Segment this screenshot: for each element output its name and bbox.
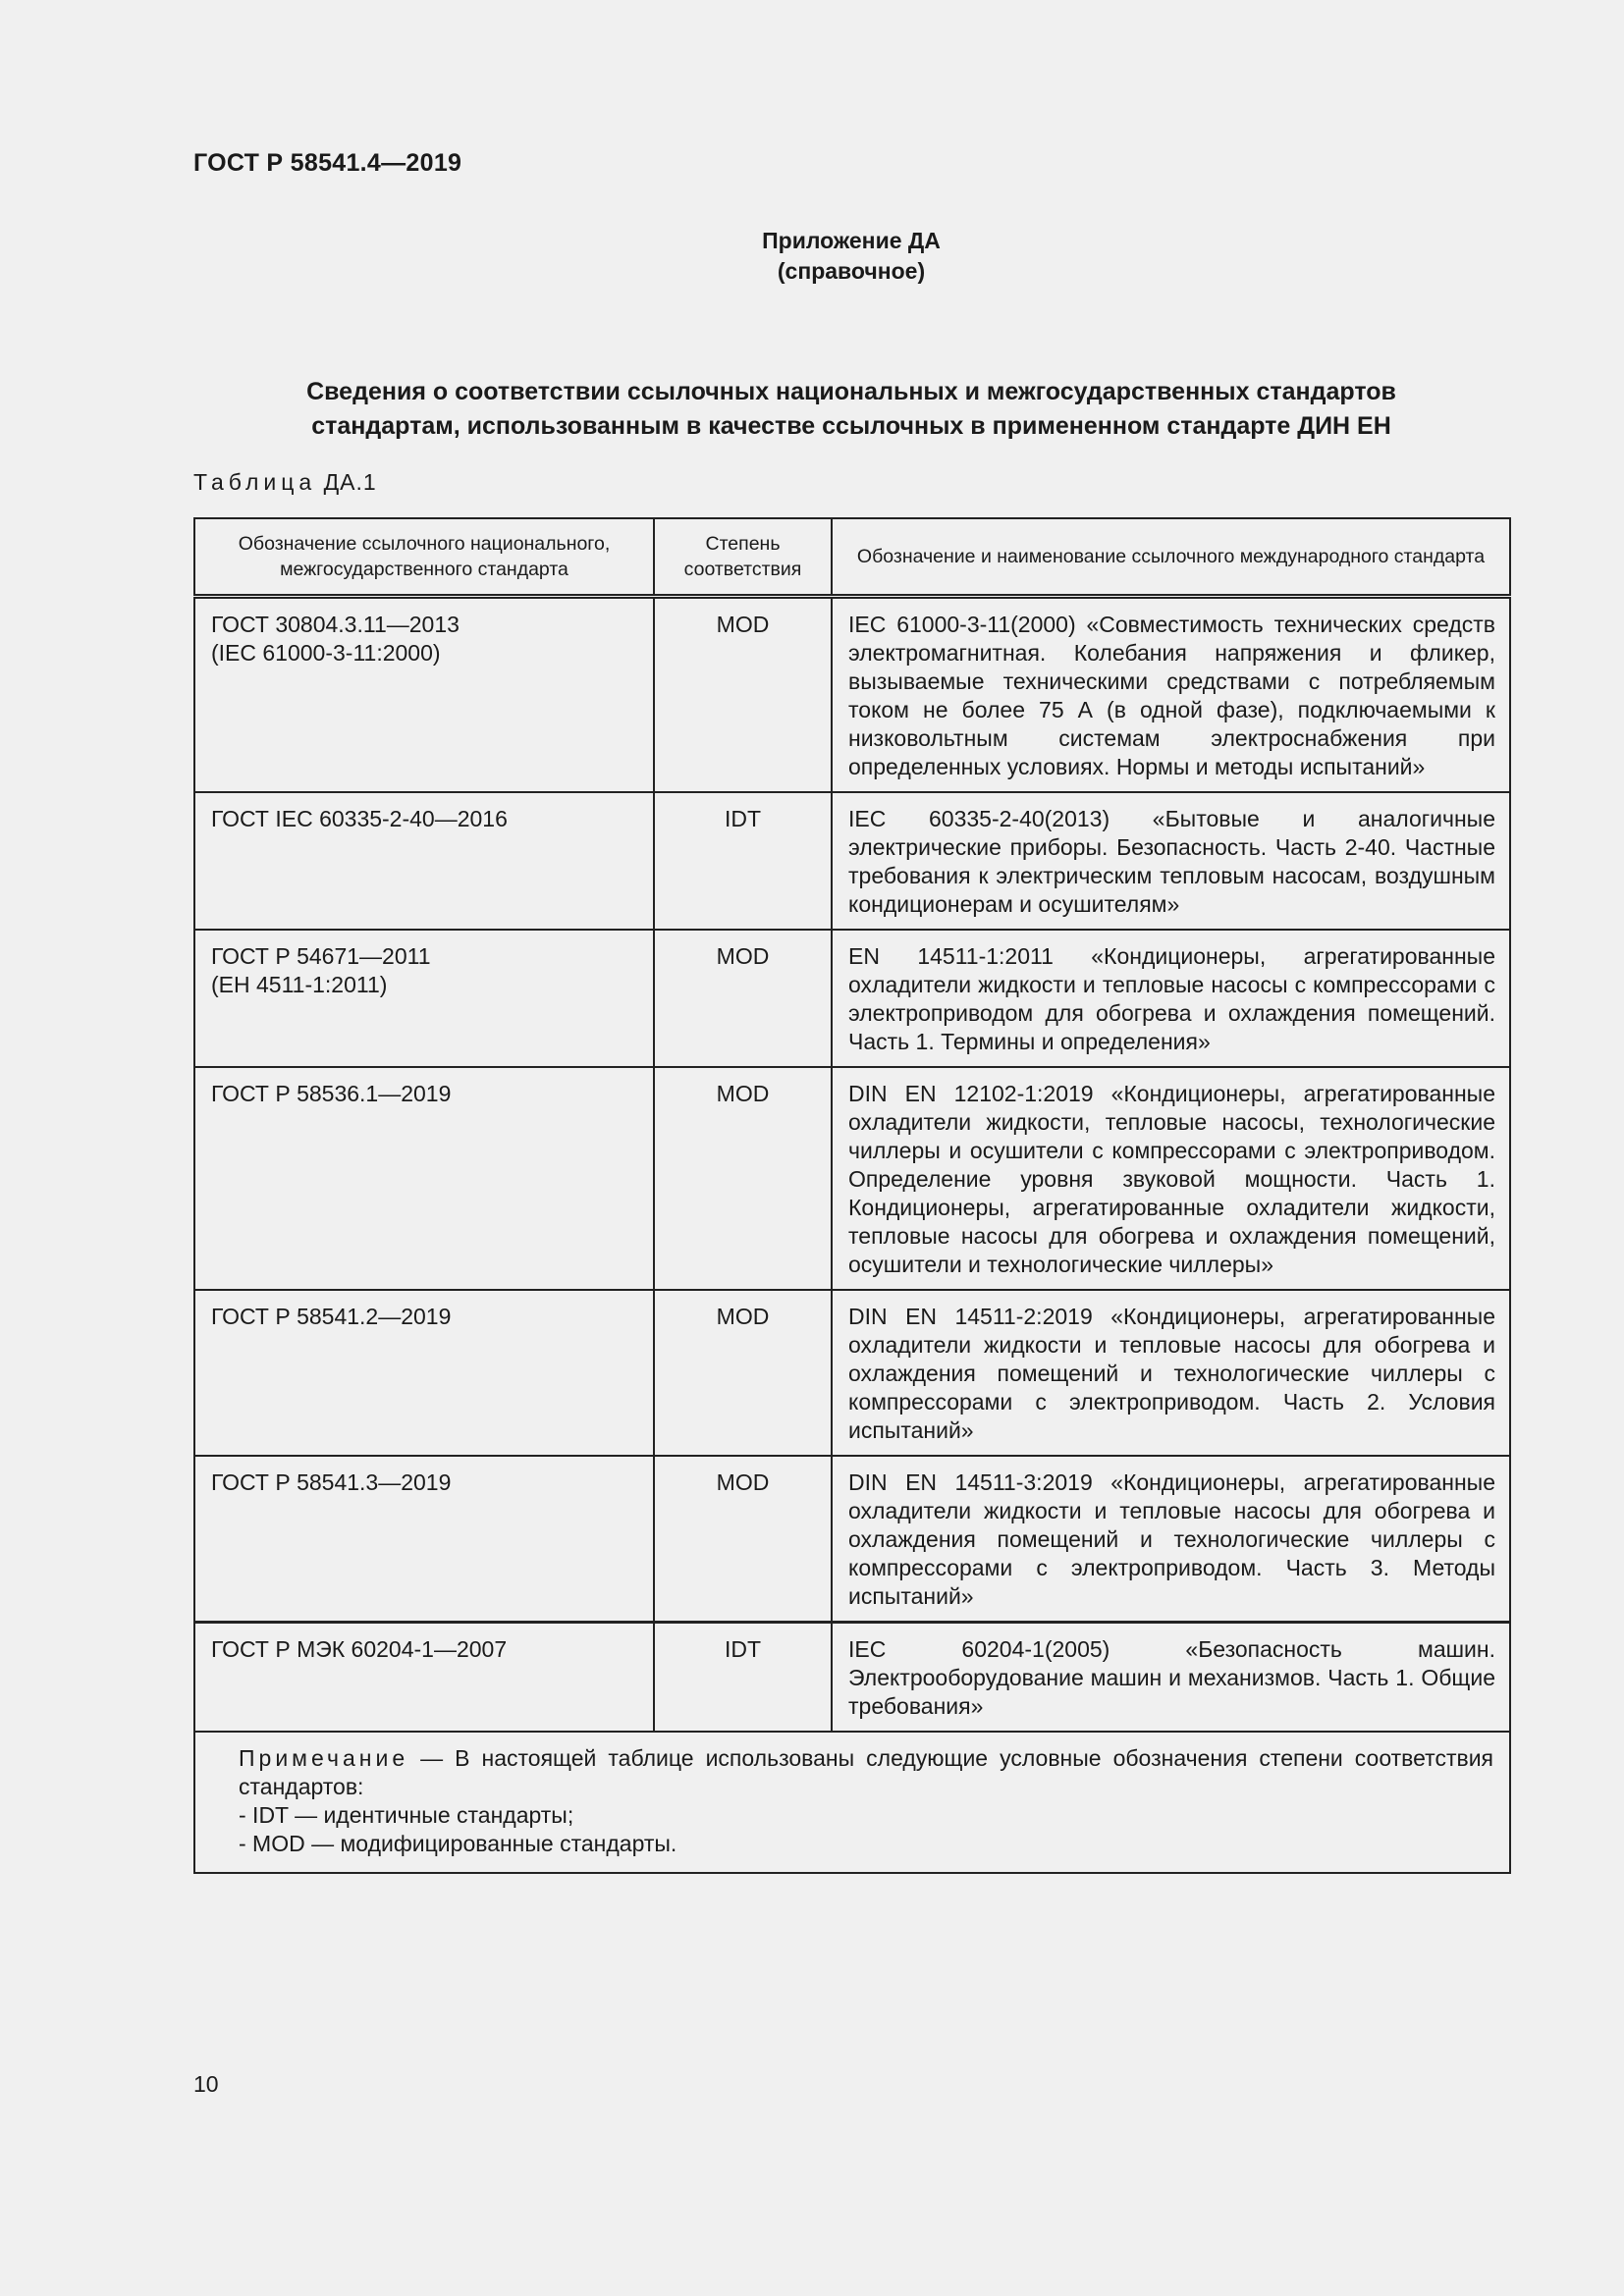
cell-international-standard: DIN EN 14511-2:2019 «Кондиционеры, агрегатированные охладители жидкости и тепловые насосы для обогрева и охлаждения помещений и технологические чиллеры с компрессорами с электроприводом. Часть 2. Условия испытаний» [832, 1290, 1510, 1456]
cell-designation [194, 1290, 654, 1456]
note-item: - IDT — идентичные стандарты; [239, 1802, 574, 1828]
cell-international-standard: EN 14511-1:2011 «Кондиционеры, агрегатированные охладители жидкости и тепловые насосы с компрессорами с электроприводом для обогрева и охлаждения помещений. Часть 1. Термины и определения» [832, 930, 1510, 1067]
appendix-title: Приложение ДА [762, 228, 941, 253]
designation-line: (IEC 61000-3-11:2000) [211, 640, 441, 666]
column-header-international-standard: Обозначение и наименование ссылочного международного стандарта [832, 518, 1510, 597]
note-head: Примечание [239, 1745, 409, 1771]
appendix-title-block [0, 226, 1624, 287]
cell-international-standard: DIN EN 12102-1:2019 «Кондиционеры, агрегатированные охладители жидкости, тепловые насосы, технологические чиллеры и осушители с компрессорами с электроприводом. Определение уровня звуковой мощности. Часть 1. Кондиционеры, агрегатированные охладители жидкости, тепловые насосы для обогрева и охлаждения помещений, осушители и технологические чиллеры» [832, 1067, 1510, 1290]
designation-line: ГОСТ Р 58541.2—2019 [211, 1304, 452, 1329]
cell-designation [194, 1067, 654, 1290]
designation-line: ГОСТ Р МЭК 60204-1—2007 [211, 1636, 508, 1662]
designation-line: ГОСТ IEC 60335-2-40—2016 [211, 806, 508, 831]
table-row [194, 930, 1510, 1067]
cell-degree: MOD [654, 597, 832, 793]
table-note [194, 1732, 1510, 1873]
reference-standards-table [193, 517, 1511, 1874]
appendix-subtitle: (справочное) [777, 258, 926, 284]
designation-line: ГОСТ 30804.3.11—2013 [211, 612, 460, 637]
table-row [194, 597, 1510, 793]
note-item: - MOD — модифицированные стандарты. [239, 1831, 677, 1856]
table-row [194, 792, 1510, 930]
cell-degree: IDT [654, 792, 832, 930]
table-row [194, 1623, 1510, 1733]
table-heading-line-2: стандартам, использованным в качестве ссылочных в примененном стандарте ДИН ЕН [311, 412, 1391, 440]
cell-designation [194, 930, 654, 1067]
cell-degree: MOD [654, 1456, 832, 1623]
document-code: ГОСТ Р 58541.4—2019 [193, 149, 462, 177]
designation-line: ГОСТ Р 58541.3—2019 [211, 1469, 452, 1495]
cell-degree: MOD [654, 1067, 832, 1290]
cell-designation [194, 597, 654, 793]
cell-international-standard: DIN EN 14511-3:2019 «Кондиционеры, агрегатированные охладители жидкости и тепловые насосы для обогрева и охлаждения помещений и технологические чиллеры с компрессорами с электроприводом. Часть 3. Методы испытаний» [832, 1456, 1510, 1623]
designation-line: ГОСТ Р 54671—2011 [211, 943, 431, 969]
table-row [194, 1290, 1510, 1456]
cell-international-standard: IEC 61000-3-11(2000) «Совместимость технических средств электромагнитная. Колебания напряжения и фликер, вызываемые техническими средствами с потребляемым током не более 75 А (в одной фазе), подключаемыми к низковольтным системам электроснабжения при определенных условиях. Нормы и методы испытаний» [832, 597, 1510, 793]
table-label-prefix: Таблица [193, 469, 317, 495]
cell-degree: MOD [654, 930, 832, 1067]
note-text [239, 1744, 1493, 1801]
table-label-number: ДА.1 [323, 469, 377, 495]
designation-line: ГОСТ Р 58536.1—2019 [211, 1081, 452, 1106]
cell-designation [194, 1623, 654, 1733]
table-heading-line-1: Сведения о соответствии ссылочных национальных и межгосударственных стандартов [306, 378, 1396, 405]
column-header-designation: Обозначение ссылочного национального, межгосударственного стандарта [194, 518, 654, 597]
cell-degree: MOD [654, 1290, 832, 1456]
column-header-degree: Степень соответствия [654, 518, 832, 597]
table-note-row [194, 1732, 1510, 1873]
cell-designation [194, 1456, 654, 1623]
cell-international-standard: IEC 60204-1(2005) «Безопасность машин. Электрооборудование машин и механизмов. Часть 1. Общие требования» [832, 1623, 1510, 1733]
table-label [193, 469, 377, 496]
table-heading [193, 375, 1509, 444]
cell-international-standard: IEC 60335-2-40(2013) «Бытовые и аналогичные электрические приборы. Безопасность. Часть 2-40. Частные требования к электрическим тепловым насосам, воздушным кондиционерам и осушителям» [832, 792, 1510, 930]
page-number: 10 [193, 2071, 219, 2097]
table-row [194, 1067, 1510, 1290]
table-row [194, 1456, 1510, 1623]
note-body: — В настоящей таблице использованы следующие условные обозначения степени соответствия стандартов: [239, 1745, 1493, 1799]
designation-line: (ЕН 4511-1:2011) [211, 972, 388, 997]
table-header-row [194, 518, 1510, 597]
cell-degree: IDT [654, 1623, 832, 1733]
cell-designation [194, 792, 654, 930]
